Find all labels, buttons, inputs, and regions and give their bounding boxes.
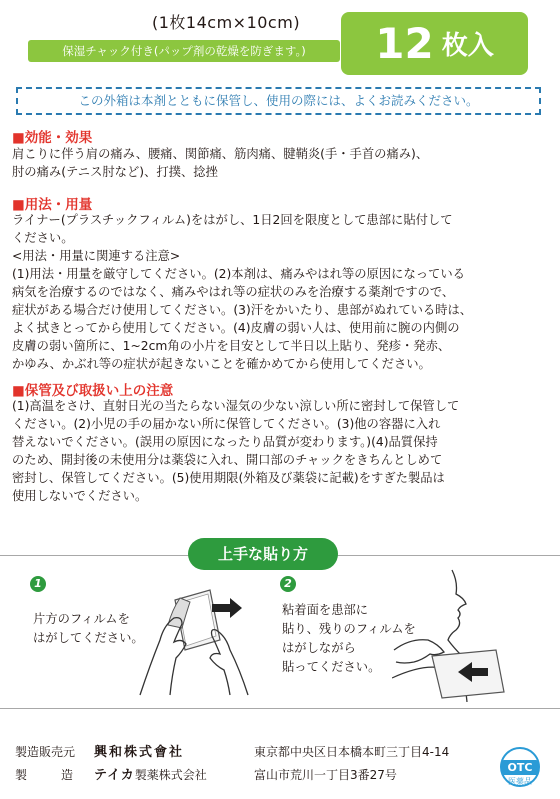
maker-company-rest: 製薬株式会社 [134,768,207,782]
storage-line: 使用しないでください。 [12,489,148,503]
usage-line: 症状がある場合だけ使用してください。(3)汗をかいたり、患部がぬれている時は、 [12,303,473,317]
effects-title: ■効能・効果 [12,130,93,146]
effects-body [12,145,428,181]
seller-company: 興和株式會社 [94,745,185,760]
storage-line: 密封し、保管してください。(5)使用期限(外箱及び薬袋に記載)をすぎた製品は [12,471,445,485]
maker-address: 富山市荒川一丁目3番27号 [254,768,397,782]
step-1-line: はがしてください。 [33,631,144,645]
otc-mark [497,746,543,792]
step-2-line: 貼ってください。 [282,660,381,674]
size-note: (1枚14cm×10cm) [152,13,301,32]
storage-line: 替えないでください。(誤用の原因になったり品質が変わります。)(4)品質保持 [12,435,438,449]
maker-label-char: 造 [61,768,74,782]
step-1-illustration [130,570,250,700]
storage-line: ください。(2)小児の手の届かない所に保管してください。(3)他の容器に入れ [12,417,441,431]
storage-line: (1)高温をさけ、直射日光の当たらない湿気の少ない涼しい所に密封して保管して [12,399,460,413]
usage-title: ■用法・用量 [12,197,93,213]
usage-body [12,211,472,373]
step-2-number: 2 [280,576,296,592]
maker-company [94,764,207,783]
effects-line: 肩こりに伴う肩の痛み、腰痛、関節痛、筋肉痛、腱鞘炎(手・手首の痛み)、 [12,147,429,161]
maker-label-char: 製 [15,768,28,782]
count-badge [341,12,528,75]
otc-sub-label: 医薬品 [508,777,532,786]
count-number: 12 [375,19,434,68]
usage-line: 病気を治療するのではなく、痛みやはれ等の症状のみを治療する薬剤ですので、 [12,285,455,299]
usage-line: ください。 [12,231,74,245]
step-2-illustration [392,568,522,702]
storage-body [12,397,459,505]
zipper-note-banner: 保湿チャック付き(パップ剤の乾燥を防ぎます。) [28,40,340,62]
otc-label: OTC [507,761,533,774]
usage-line: 皮膚の弱い箇所に、1~2cm角の小片を目安として半日以上貼り、発疹・発赤、 [12,339,451,353]
usage-line: かゆみ、かぶれ等の症状が起きないことを確かめてから使用してください。 [12,357,431,371]
step-1-number: 1 [30,576,46,592]
usage-line: (1)用法・用量を厳守してください。(2)本剤は、痛みやはれ等の原因になっている [12,267,465,281]
seller-address: 東京都中央区日本橋本町三丁目4-14 [254,745,450,759]
effects-line: 肘の痛み(テニス肘など)、打撲、捻挫 [12,165,218,179]
usage-note-heading: <用法・用量に関連する注意> [12,249,181,263]
step-2-line: 貼り、残りのフィルムを [282,622,416,636]
usage-line: ライナー(プラスチックフィルム)をはがし、1日2回を限度として患部に貼付して [12,213,453,227]
step-2-line: はがしながら [282,641,356,655]
how-to-apply-title: 上手な貼り方 [188,538,338,570]
keep-box-notice: この外箱は本剤とともに保管し、使用の際には、よくお読みください。 [16,87,541,115]
step-1-line: 片方のフィルムを [33,612,130,626]
step-2-line: 粘着面を患部に [282,603,369,617]
seller-label: 製造販売元 [15,745,76,759]
count-unit: 枚入 [441,31,494,61]
maker-brand: テイカ [94,768,135,783]
step-1-text [33,610,144,648]
storage-line: のため、開封後の未使用分は薬袋に入れ、開口部のチャックをきちんとしめて [12,453,443,467]
storage-title: ■保管及び取扱い上の注意 [12,383,174,399]
usage-line: よく拭きとってから使用してください。(4)皮膚の弱い人は、使用前に腕の内側の [12,321,460,335]
